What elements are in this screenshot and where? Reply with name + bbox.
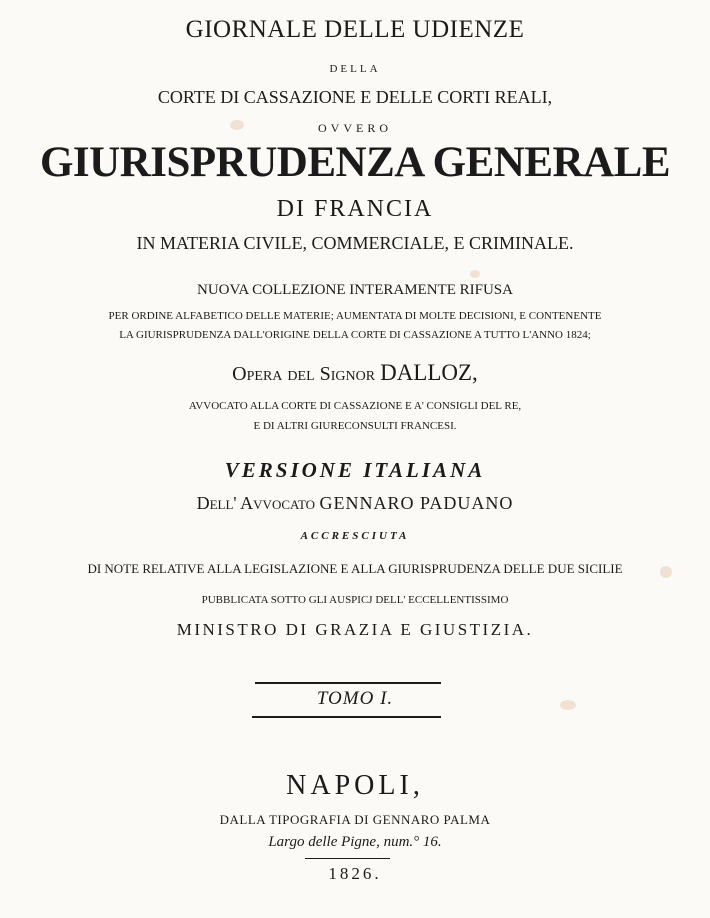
title-line-1: GIORNALE DELLE UDIENZE	[185, 16, 525, 43]
title-line-4: OVVERO	[318, 121, 392, 135]
title-line-2: DELLA	[329, 63, 381, 75]
volume-rule-top	[255, 682, 441, 684]
volume-rule-bottom	[252, 716, 441, 718]
foxing-spot	[470, 270, 480, 278]
auspices-line: PUBBLICATA SOTTO GLI AUSPICJ DELL' ECCELLENTISSIMO	[201, 594, 509, 606]
accresciuta-label: ACCRESCIUTA	[300, 530, 410, 542]
collection-line-1: PER ORDINE ALFABETICO DELLE MATERIE; AUMENTATA DI MOLTE DECISIONI, E CONTENENTE	[108, 310, 602, 322]
ministry-line: MINISTRO DI GRAZIA E GIUSTIZIA.	[176, 620, 534, 639]
author-line	[0, 360, 710, 386]
collection-line-2: LA GIURISPRUDENZA DALL'ORIGINE DELLA CORTE DI CASSAZIONE A TUTTO L'ANNO 1824;	[119, 329, 591, 341]
imprint-address: Largo delle Pigne, num.° 16.	[268, 834, 442, 850]
author-name: DALLOZ,	[380, 360, 478, 385]
opera-label: Opera del Signor	[232, 363, 376, 385]
volume-label: TOMO I.	[316, 688, 394, 709]
author-title-2: E DI ALTRI GIURECONSULTI FRANCESI.	[253, 420, 457, 432]
author-title-1: AVVOCATO ALLA CORTE DI CASSAZIONE E A' CONSIGLI DEL RE,	[188, 400, 522, 412]
imprint-city: NAPOLI,	[286, 770, 424, 801]
imprint-printer: DALLA TIPOGRAFIA DI GENNARO PALMA	[219, 812, 491, 827]
collection-heading: NUOVA COLLEZIONE INTERAMENTE RIFUSA	[197, 282, 513, 298]
notes-line: DI NOTE RELATIVE ALLA LEGISLAZIONE E ALLA GIURISPRUDENZA DELLE DUE SICILIE	[87, 561, 623, 576]
translator-prefix: Dell' Avvocato	[196, 493, 316, 513]
main-title: GIURISPRUDENZA GENERALE	[39, 139, 671, 186]
imprint-rule	[305, 858, 390, 859]
subtitle-country: DI FRANCIA	[276, 196, 434, 222]
translator-line	[0, 493, 710, 514]
imprint-year: 1826.	[328, 864, 382, 883]
version-heading: VERSIONE ITALIANA	[224, 458, 486, 482]
title-line-3: CORTE DI CASSAZIONE E DELLE CORTI REALI,	[157, 87, 553, 107]
translator-name: GENNARO PADUANO	[319, 493, 514, 513]
subtitle-matters: IN MATERIA CIVILE, COMMERCIALE, E CRIMINALE.	[136, 233, 574, 253]
